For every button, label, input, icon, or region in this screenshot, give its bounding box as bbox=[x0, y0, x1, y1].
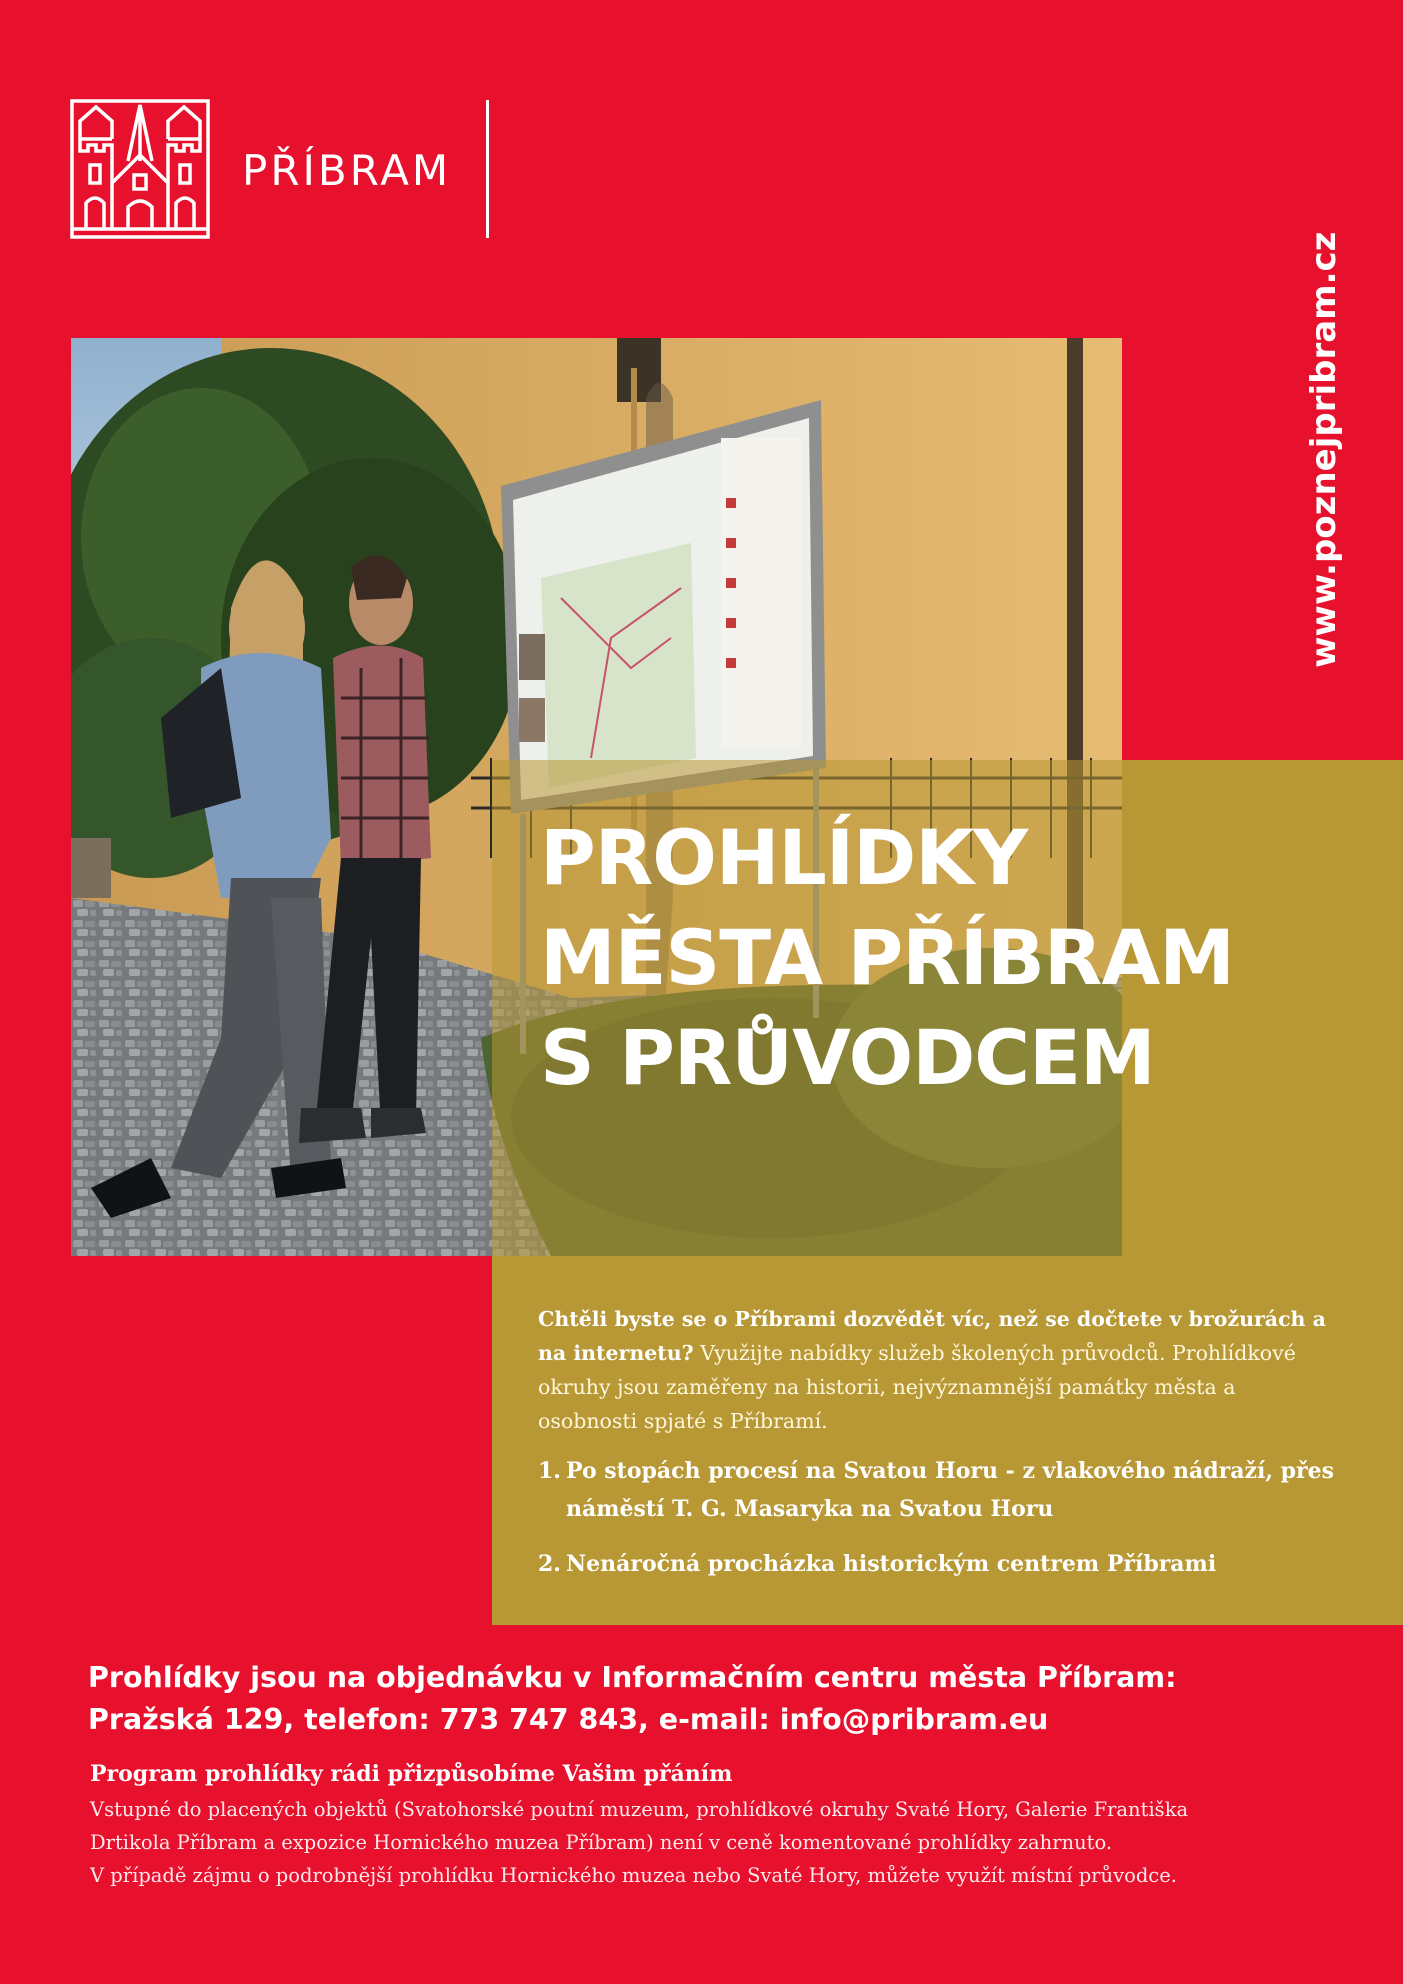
program-title: Program prohlídky rádi přizpůsobíme Vašim přáním bbox=[90, 1761, 733, 1787]
logo-wordmark: PŘÍBRAM bbox=[242, 146, 452, 195]
booking-contact[interactable]: Pražská 129, telefon: 773 747 843, e-mail: info@pribram.eu bbox=[88, 1703, 1049, 1736]
headline-line-2: MĚSTA PŘÍBRAM bbox=[540, 913, 1234, 1002]
route-text: Po stopách procesí na Svatou Horu - z vlakového nádraží, přes náměstí T. G. Masaryka na Svatou Horu bbox=[566, 1458, 1335, 1522]
note-line: Vstupné do placených objektů (Svatohorské poutní muzeum, prohlídkové okruhy Svaté Hory, Galerie Františka bbox=[90, 1798, 1189, 1821]
note-line: V případě zájmu o podrobnější prohlídku Hornického muzea nebo Svaté Hory, můžete využít místní průvodce. bbox=[90, 1864, 1177, 1887]
intro-question: Chtěli byste se o Příbrami dozvědět víc, než se dočtete v brožurách a na internetu? bbox=[538, 1307, 1326, 1365]
intro-text: Využijte nabídky služeb školených průvodců. Prohlídkové okruhy jsou zaměřeny na historii, nejvýznamnější památky města a osobnosti spjaté s Příbramí. bbox=[538, 1341, 1296, 1433]
route-number: 1. bbox=[538, 1458, 561, 1484]
list-item bbox=[538, 1545, 1348, 1583]
program-notes bbox=[90, 1793, 1380, 1892]
headline-line-3: S PRŮVODCEM bbox=[540, 1013, 1155, 1102]
list-item bbox=[538, 1452, 1348, 1528]
routes-list bbox=[538, 1452, 1348, 1600]
booking-line-1: Prohlídky jsou na objednávku v Informačním centru města Příbram: bbox=[88, 1661, 1177, 1694]
route-text: Nenáročná procházka historickým centrem Příbrami bbox=[566, 1551, 1217, 1577]
logo-divider bbox=[486, 100, 489, 238]
route-number: 2. bbox=[538, 1551, 561, 1577]
website-url[interactable]: www.poznejpribram.cz bbox=[1304, 231, 1344, 669]
headline bbox=[540, 808, 1370, 1108]
pribram-castle-logo-icon bbox=[70, 99, 210, 239]
booking-info bbox=[88, 1657, 1368, 1741]
note-line: Drtikola Příbram a expozice Hornického muzea Příbram) není v ceně komentované prohlídky zahrnuto. bbox=[90, 1831, 1113, 1854]
headline-line-1: PROHLÍDKY bbox=[540, 813, 1028, 902]
intro-paragraph bbox=[538, 1302, 1338, 1438]
